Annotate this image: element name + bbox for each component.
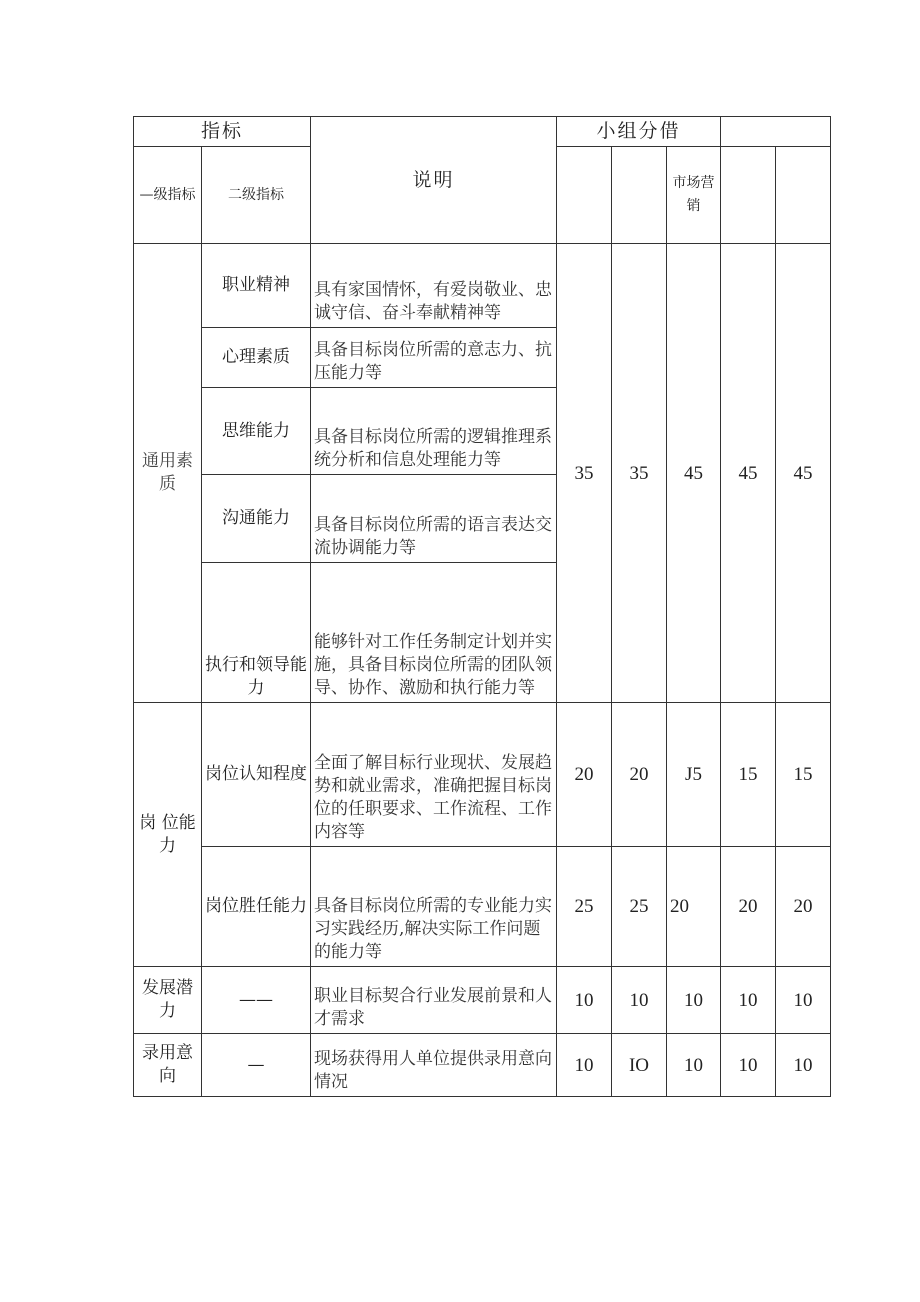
description-cell: 具备目标岗位所需的语言表达交流协调能力等 — [311, 475, 557, 563]
description-cell: 能够针对工作任务制定计划并实施，具备目标岗位所需的团队领导、协作、激励和执行能力等 — [311, 563, 557, 703]
description-cell: 职业目标契合行业发展前景和人才需求 — [311, 967, 557, 1034]
level1-cell: 录用意向 — [134, 1034, 202, 1097]
score-cell: 45 — [721, 244, 776, 703]
level2-cell: —— — [202, 967, 311, 1034]
score-col-4-header — [721, 147, 776, 244]
level2-cell: 岗位认知程度 — [202, 703, 311, 847]
header-empty-cell — [721, 117, 831, 147]
level1-header: —级指标 — [134, 147, 202, 244]
group-score-header: 小组分借 — [557, 117, 721, 147]
table-row — [134, 1034, 831, 1097]
level1-cell: 通用素质 — [134, 244, 202, 703]
score-cell: 10 — [667, 1034, 721, 1097]
level2-cell: — — [202, 1034, 311, 1097]
score-col-5-header — [776, 147, 831, 244]
score-cell: 10 — [557, 1034, 612, 1097]
level2-cell: 职业精神 — [202, 244, 311, 328]
score-cell: 35 — [612, 244, 667, 703]
table-row — [134, 967, 831, 1034]
level2-cell: 执行和领导能力 — [202, 563, 311, 703]
score-cell: 10 — [776, 1034, 831, 1097]
header-row-1 — [134, 117, 831, 147]
score-cell: 20 — [776, 847, 831, 967]
score-cell: 45 — [776, 244, 831, 703]
description-cell: 全面了解目标行业现状、发展趋势和就业需求，准确把握目标岗位的任职要求、工作流程、工作内容等 — [311, 703, 557, 847]
score-cell: 10 — [557, 967, 612, 1034]
score-cell: 45 — [667, 244, 721, 703]
indicator-header: 指标 — [134, 117, 311, 147]
score-cell: 20 — [667, 847, 721, 967]
level2-cell: 沟通能力 — [202, 475, 311, 563]
score-cell: 10 — [612, 967, 667, 1034]
score-cell: 15 — [721, 703, 776, 847]
score-cell: J5 — [667, 703, 721, 847]
score-cell: 35 — [557, 244, 612, 703]
level2-cell: 思维能力 — [202, 388, 311, 475]
score-cell: 15 — [776, 703, 831, 847]
score-cell: 10 — [721, 1034, 776, 1097]
description-cell: 现场获得用人单位提供录用意向情况 — [311, 1034, 557, 1097]
table-row — [134, 703, 831, 847]
score-cell: IO — [612, 1034, 667, 1097]
level2-cell: 心理素质 — [202, 328, 311, 388]
score-col-1-header — [557, 147, 612, 244]
level2-header: 二级指标 — [202, 147, 311, 244]
scoring-table — [133, 116, 831, 1097]
score-cell: 25 — [557, 847, 612, 967]
table-row — [134, 244, 831, 328]
score-col-3-header: 市场营销 — [667, 147, 721, 244]
level1-cell: 岗 位能力 — [134, 703, 202, 967]
score-col-2-header — [612, 147, 667, 244]
description-cell: 具备目标岗位所需的意志力、抗压能力等 — [311, 328, 557, 388]
score-cell: 20 — [557, 703, 612, 847]
score-cell: 20 — [721, 847, 776, 967]
description-cell: 具备目标岗位所需的专业能力实习实践经历,解决实际工作问题的能力等 — [311, 847, 557, 967]
description-cell: 具备目标岗位所需的逻辑推理系统分析和信息处理能力等 — [311, 388, 557, 475]
score-cell: 10 — [721, 967, 776, 1034]
level2-cell: 岗位胜任能力 — [202, 847, 311, 967]
score-cell: 10 — [667, 967, 721, 1034]
score-cell: 25 — [612, 847, 667, 967]
description-cell: 具有家国情怀，有爱岗敬业、忠诚守信、奋斗奉献精神等 — [311, 244, 557, 328]
description-header: 说明 — [311, 117, 557, 244]
score-cell: 10 — [776, 967, 831, 1034]
score-cell: 20 — [612, 703, 667, 847]
table-row — [134, 847, 831, 967]
level1-cell: 发展潜力 — [134, 967, 202, 1034]
